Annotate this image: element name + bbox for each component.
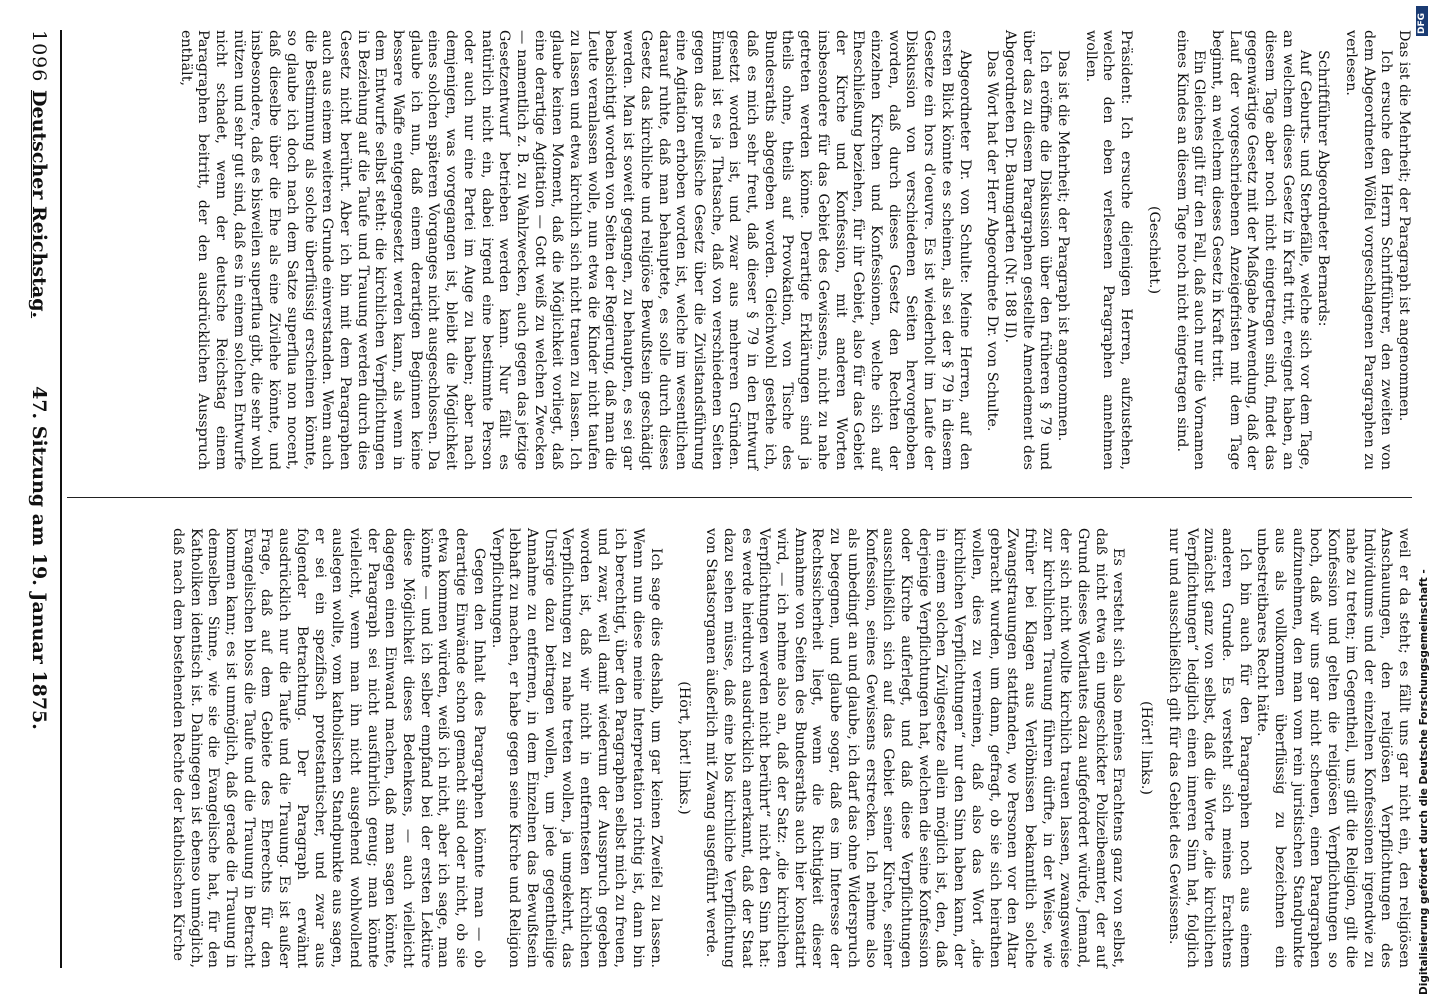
paragraph: Abgeordneter Dr. von Schulte: Meine Herren, auf den ersten Blick könnte es scheinen, als sei der § 79 in diesem Gesetze ein hors d'oeuvre. Es ist wiederholt im Laufe der Diskussion von verschiedenen Seiten hervorgehoben worden, daß durch dieses Gesetz den Rechten der einzelnen Kirchen und Konfessionen, welche sich auf Eheschließung beziehen, für ihr Gebiet, also für das Gebiet der Kirche und Konfession, mit anderen Worten insbesondere für das Gebiet des Gewissens, nicht zu nahe getreten werden könne. Derartige Erklärungen sind ja theils ohne, theils auf Provokation, von Tische des Bundesraths abgegeben worden. Gleichwohl gestehe ich, daß es mich sehr freut, daß dieser § 79 in den Entwurf gesetzt worden ist, und zwar aus mehreren Gründen. Einmal ist es ja Thatsache, daß von verschiedenen Seiten gegen das preußische Gesetz über die Zivilstandsführung eine Agitation erhoben worden ist, welche im wesentlichen darauf ruhte, daß man behauptete, es solle durch dieses Gesetz das kirchliche und religiöse Bewußtsein geschädigt werden. Man ist soweit gegangen, zu behaupten, es sei gar beabsichtigt worden von Seiten der Regierung, daß man die Leute veranlassen wolle, nun etwa die Kinder nicht taufen zu lassen und etwa kirchlich sich nicht trauen zu lassen. Ich glaube keinen Moment, daß die Möglichkeit vorliegt, daß eine derartige Agitation — Gott weiß zu welchen Zwecken — namentlich z. B. zu Wahlzwecken, auch gegen das jetzige Gesetzentwurf betrieben werden kann. Nur fällt es natürlich nicht ein, dabei irgend eine bestimmte Person oder auch nur eine Partei im Auge zu haben; aber nach demjenigen, was vorgegangen ist, bleibt die Möglichkeit eines solchen späteren Vorganges nicht ausgeschlossen. Da glaube ich nun, daß einem derartigen Beginnen keine bessere Waffe entgegengesetzt werden kann, als wenn in dem Entwurfe selbst steht: die kirchlichen Verpflichtungen in Beziehung auf die Taufe und Trauung werden durch dies Gesetz nicht berührt. Aber ich bin mit dem Paragraphen auch aus einem weiteren Grunde einverstanden. Wenn auch die Bestimmung als solche überflüssig erscheinen könnte, so glaube ich doch nach dem Satze superflua non nocent, daß dieselbe über die Ehe als eine Zivilehe könnte, und insbesondere, daß es bisweilen superflua gibt, die sehr wohl nützen und sehr gut sind, daß es in einem solchen Entwurfe nicht schadet, wenn der deutsche Reichstag einem Paragraphen beitritt, der den ausdrücklichen Ausspruch enthält, xyxy=(177,30,973,470)
paragraph: Ich eröffne die Diskussion über den früheren § 79 und über das zu diesem Paragraphen gestellte Amendement des Abgeordneten Dr. Baumgarten (Nr. 188 II). xyxy=(1001,30,1054,470)
stage-direction: (Hört! links.) xyxy=(1138,701,1155,795)
page-number: 1096 xyxy=(28,30,50,83)
paragraph: Präsident: Ich ersuche diejenigen Herren, aufzustehen, welche den eben verlesenen Paragraphen annehmen wollen. xyxy=(1082,30,1135,470)
credit-text: Digitalisierung gefördert durch die Deutsche Forschungsgemeinschaft - xyxy=(1418,569,1430,995)
session-heading: 47. Sitzung am 19. Januar 1875. xyxy=(28,386,50,730)
paragraph: Das ist die Mehrheit; der Paragraph ist angenommen. xyxy=(1396,30,1412,422)
paragraph: Das ist die Mehrheit; der Paragraph ist angenommen. xyxy=(1055,50,1072,442)
paragraph: Ich bin auch für den Paragraphen noch aus einem anderen Grunde. Es versteht sich meines Erachtens zunächst ganz von selbst, daß die Worte „die kirchlichen Verpflichtungen“ lediglich einen inneren Sinn hat, folglich nur und ausschließlich gilt für das Gebiet des Gewissens. xyxy=(1165,528,1253,968)
paragraph: weil er da steht; es fällt uns gar nicht ein, den religiösen Anschauungen, den religiösen Verpflichtungen des Individuums und der einzelnen Konfessionen irgendwie zu nahe zu treten; im Gegentheil, uns gilt die Religion, gilt die Konfession und gelten die religiösen Verpflichtungen so hoch, daß wir uns gar nicht scheuen, einen Paragraphen aufzunehmen, den man vom rein juristischen Standpunkte aus als vollkommen überflüssig zu bezeichnen ein unbestreitbares Recht hätte. xyxy=(1254,528,1412,968)
stage-direction: (Hört, hört! links.) xyxy=(675,681,692,815)
paragraph: Ich sage dies deshalb, um gar keinen Zweifel zu lassen. Wenn nun diese meine Interpretation richtig ist, dann bin ich berechtigt, über den Paragraphen selbst mich zu freuen, und zwar, weil damit wiederum der Ausspruch gegeben worden ist, daß wir nicht in entferntesten kirchlichen Verpflichtungen zu nahe treten wollen, ja umgekehrt, das Unsrige dazu beitragen wollen, um jede gegentheilige Annahme zu entfernen, in dem Einzelnen das Bewußtsein lebhaft zu machen, er habe gegen seine Kirche und Religion Verpflichtungen. xyxy=(488,528,664,968)
column-rule xyxy=(67,497,1412,498)
dfg-logo-text: DFG xyxy=(1417,12,1427,34)
paragraph: Ein Gleiches gilt für den Fall, daß auch nur die Vornamen eines Kindes an diesem Tage noch nicht eingetragen sind. xyxy=(1173,30,1208,470)
paragraph: Es versteht sich also meines Erachtens ganz von selbst, daß nicht etwa ein ungeschickter Polizeibeamter, der auf Grund dieses Wortlautes dazu aufgefordert würde, Jemand, der sich nicht wollte kirchlich trauen lassen, zwangsweise zur kirchlichen Trauung führen dürfte, in der Weise, wie früher bei Klagen aus Verlöbnissen bekanntlich solche Zwangstrauungen stattfanden, wo Personen vor den Altar gebracht wurden, um dann, gefragt, ob sie sich heirathen wollen, dies zu verneinen, daß also das Wort „die kirchlichen Verpflichtungen“ nur den Sinn haben kann, der in einem solchen Zivilgesetze allein möglich ist, den, daß derjenige Verpflichtungen hat, welchen die seine Konfession oder Kirche auferlegt, und daß diese Verpflichtungen ausschließlich sich auf das Gebiet seiner Kirche, seiner Konfession, seines Gewissens erstrecken. Ich nehme also als unbedingt an und glaube, ich darf das ohne Widerspruch zu begegnen, und glaube sogar, daß es im Interesse der Rechtssicherheit liegt, wenn die Richtigkeit dieser Annahme von Seiten des Bundesraths auch hier konstatirt wird, — ich nehme also an, daß der Satz: „die kirchlichen Verpflichtungen werden nicht berührt“ nicht den Sinn hat: es werde hierdurch ausdrücklich anerkannt, daß der Staat dazu sehen müsse, daß eine blos kirchliche Verpflichtung von Staatsorganen äußerlich mit Zwang ausgeführt werde. xyxy=(703,528,1127,968)
paragraph: Gegen den Inhalt des Paragraphen könnte man — ob derartige Einwände schon gemacht sind oder nicht, ob sie etwa kommen würden, weiß ich nicht, aber ich sage, man könnte — und ich selber empfand bei der ersten Lektüre diese Möglichkeit dieses Bedenkens, — auch vielleicht dagegen einen Einwand machen, daß man sagen könnte, der Paragraph sei nicht ausführlich genug; man könnte vielleicht, wenn man ihn nicht ausgehend wohlwollend auslegen wollte, vom katholischen Standpunkte aus sagen, er sei ein spezifisch protestantischer, und zwar aus folgender Betrachtung. Der Paragraph erwähnt ausdrücklich nur die Taufe und die Trauung. Es ist außer Frage, daß auf dem Gebiete des Eherechts für den Evangelischen bloss die Taufe und die Trauung in Betracht kommen kann; es ist unmöglich, daß gerade die Trauung in demselben Sinne, wie sie die Evangelische hat, für den Katholiken identisch ist. Dahingegen ist ebenso unmöglich, daß nach dem bestehenden Rechte der katholischen Kirche xyxy=(169,528,487,968)
speaker-line: Schriftführer Abgeordneter Bernards: xyxy=(1315,50,1332,327)
paragraph: Das Wort hat der Herr Abgeordnete Dr. von Schulte. xyxy=(984,50,1001,432)
paragraph: Auf Geburts- und Sterbefälle, welche sich vor dem Tage, an welchem dieses Gesetz in Kraft tritt, ereignet haben, an diesem Tage aber noch nicht eingetragen sind, findet das gegenwärtige Gesetz mit der Maßgabe Anwendung, daß der Lauf der vorgeschriebenen Anzeigefristen mit dem Tage beginnt, an welchem dieses Gesetz in Kraft tritt. xyxy=(1208,30,1314,470)
running-title: Deutscher Reichstag. xyxy=(28,90,50,319)
right-column xyxy=(168,528,1412,968)
left-column xyxy=(176,30,1412,470)
paragraph: Ich ersuche den Herrn Schriftführer, den zweiten von dem Abgeordneten Wölfel vorgeschlagenen Paragraphen zu verlesen. xyxy=(1342,30,1395,470)
header-rule xyxy=(60,30,62,968)
dfg-logo xyxy=(1416,6,1428,36)
stage-direction: (Geschieht.) xyxy=(1145,205,1162,295)
